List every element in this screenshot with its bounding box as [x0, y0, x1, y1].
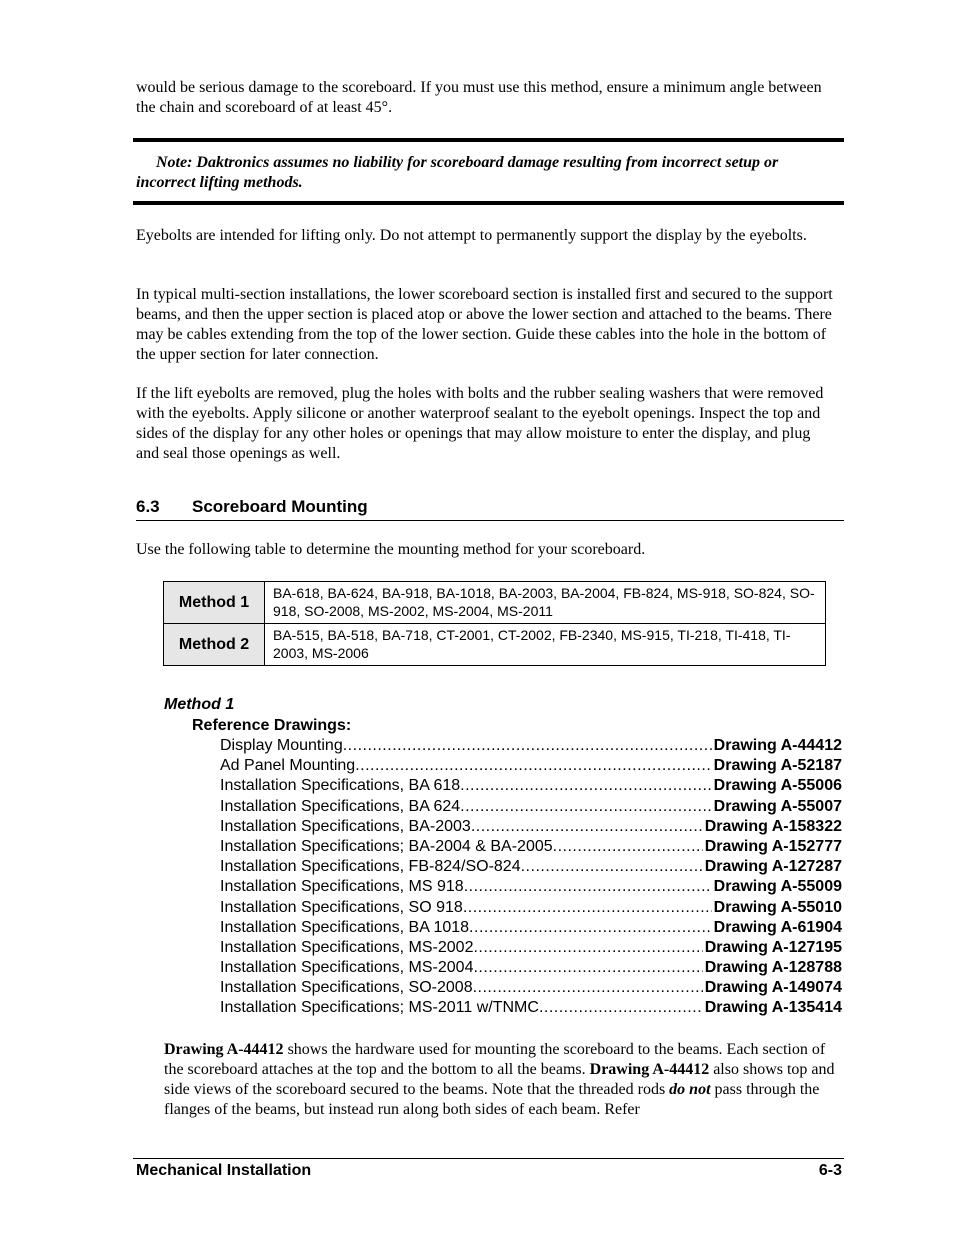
drawing-entry	[220, 939, 842, 959]
drawing-number: Drawing A-127195	[704, 938, 842, 956]
drawing-title: Installation Specifications, MS-2002	[220, 938, 474, 956]
drawing-number: Drawing A-127287	[704, 858, 842, 876]
dot-leader	[464, 878, 712, 896]
method-models-cell: BA-618, BA-624, BA-918, BA-1018, BA-2003, BA-2004, FB-824, MS-918, SO-824, SO-918, SO-2008, MS-2002, MS-2004, MS-2011	[265, 582, 826, 624]
drawing-number: Drawing A-55007	[713, 797, 842, 815]
drawing-title: Display Mounting	[220, 737, 343, 754]
dot-leader	[473, 979, 703, 997]
method-models-cell: BA-515, BA-518, BA-718, CT-2001, CT-2002, FB-2340, MS-915, TI-218, TI-418, TI-2003, MS-2006	[265, 624, 826, 666]
drawing-reference: Drawing A-44412	[164, 1041, 284, 1058]
drawing-number: Drawing A-55010	[713, 898, 842, 916]
drawing-title: Installation Specifications; BA-2004 & BA-2005	[220, 837, 553, 855]
section-heading	[136, 497, 844, 521]
table-row	[164, 582, 826, 624]
dot-leader	[355, 757, 711, 775]
drawing-number: Drawing A-158322	[704, 817, 842, 835]
dot-leader	[460, 798, 712, 816]
drawing-title: Installation Specifications, BA-2003	[220, 817, 471, 835]
drawing-description-paragraph	[164, 1040, 844, 1120]
drawing-entry	[220, 757, 842, 777]
drawing-number: Drawing A-55009	[713, 878, 842, 896]
drawing-entry	[220, 858, 842, 878]
note-top-rule	[133, 138, 844, 142]
emphasis-text: do not	[669, 1081, 711, 1098]
drawing-entry	[220, 838, 842, 858]
dot-leader	[473, 959, 702, 977]
drawing-title: Installation Specifications, SO-2008	[220, 979, 473, 997]
drawing-entry	[220, 959, 842, 979]
intro-paragraph: would be serious damage to the scoreboard. If you must use this method, ensure a minimum angle between the chain and scoreboard of at least 45°.	[136, 79, 822, 116]
drawing-title: Ad Panel Mounting	[220, 757, 356, 775]
drawing-title: Installation Specifications; MS-2011 w/TNMC	[220, 999, 539, 1017]
dot-leader	[471, 818, 703, 836]
section-title: Scoreboard Mounting	[192, 497, 368, 516]
drawing-title: Installation Specifications, MS 918	[220, 878, 464, 896]
drawing-number: Drawing A-128788	[704, 959, 842, 977]
drawing-entry	[220, 878, 842, 898]
eyebolts-paragraph: Eyebolts are intended for lifting only. Do not attempt to permanently support the display by the eyebolts.	[136, 227, 807, 244]
dot-leader	[463, 899, 712, 917]
paragraph-text: shows the hardware used for mounting the scoreboard to the beams. Each section of the scoreboard attaches at the top and the bottom to all the beams.	[164, 1041, 826, 1078]
drawing-entry	[220, 798, 842, 818]
eyebolts-removed-paragraph: If the lift eyebolts are removed, plug the holes with bolts and the rubber sealing washers that were removed with the eyebolts. Apply silicone or another waterproof sealant to the eyebolt openings. Inspect the top and sides of the display for any other holes or openings that may allow moisture to enter the display, and plug and seal those openings as well.	[136, 385, 824, 462]
mounting-method-table	[163, 581, 826, 666]
drawing-title: Installation Specifications, BA 624	[220, 797, 461, 815]
dot-leader	[460, 777, 712, 795]
drawing-title: Installation Specifications, FB-824/SO-824	[220, 858, 521, 876]
liability-note	[136, 153, 836, 193]
drawing-title: Installation Specifications, BA 1018	[220, 918, 470, 936]
footer-page-number: 6-3	[818, 1162, 842, 1179]
table-row	[164, 624, 826, 666]
method-1-heading: Method 1	[164, 696, 235, 713]
reference-drawings-list	[220, 737, 842, 1020]
paragraph-text: pass through the flanges of the beams, but instead run along both sides of each beam. Refer	[164, 1081, 820, 1118]
dot-leader	[553, 838, 703, 856]
drawing-entry	[220, 979, 842, 999]
reference-drawings-heading: Reference Drawings:	[192, 717, 352, 734]
method-label-cell: Method 1	[164, 582, 265, 624]
dot-leader	[539, 999, 703, 1017]
drawing-reference: Drawing A-44412	[589, 1061, 710, 1078]
drawing-entry	[220, 899, 842, 919]
drawing-entry	[220, 777, 842, 797]
dot-leader	[521, 858, 703, 876]
drawing-entry	[220, 919, 842, 939]
drawing-title: Installation Specifications, BA 618	[220, 777, 461, 795]
drawing-number: Drawing A-52187	[713, 757, 842, 775]
drawing-number: Drawing A-44412	[713, 737, 842, 754]
footer-rule	[133, 1158, 844, 1159]
drawing-number: Drawing A-149074	[704, 979, 842, 997]
drawing-title: Installation Specifications, MS-2004	[220, 959, 474, 977]
dot-leader	[473, 939, 702, 957]
section-number: 6.3	[136, 497, 160, 516]
drawing-number: Drawing A-55006	[713, 777, 842, 795]
method-label-cell: Method 2	[164, 624, 265, 666]
table-intro-paragraph: Use the following table to determine the mounting method for your scoreboard.	[136, 541, 646, 558]
footer-chapter-title: Mechanical Installation	[136, 1162, 312, 1179]
drawing-entry	[220, 737, 842, 757]
drawing-number: Drawing A-61904	[713, 918, 842, 936]
drawing-entry	[220, 818, 842, 838]
drawing-title: Installation Specifications, SO 918	[220, 898, 463, 916]
dot-leader	[469, 919, 712, 937]
paragraph-text: also shows top and side views of the scoreboard secured to the beams. Note that the threaded rods	[164, 1061, 835, 1098]
multi-section-paragraph: In typical multi-section installations, the lower scoreboard section is installed first and secured to the support beams, and then the upper section is placed atop or above the lower section and attached to the beams. There may be cables extending from the top of the lower section. Guide these cables into the hole in the bottom of the upper section for later connection.	[136, 286, 833, 363]
drawing-number: Drawing A-152777	[704, 837, 842, 855]
dot-leader	[343, 737, 712, 755]
note-bottom-rule	[133, 201, 844, 205]
drawing-number: Drawing A-135414	[704, 999, 842, 1017]
liability-note-text: Note: Daktronics assumes no liability for scoreboard damage resulting from incorrect setup or incorrect lifting methods.	[136, 154, 779, 191]
drawing-entry	[220, 999, 842, 1019]
